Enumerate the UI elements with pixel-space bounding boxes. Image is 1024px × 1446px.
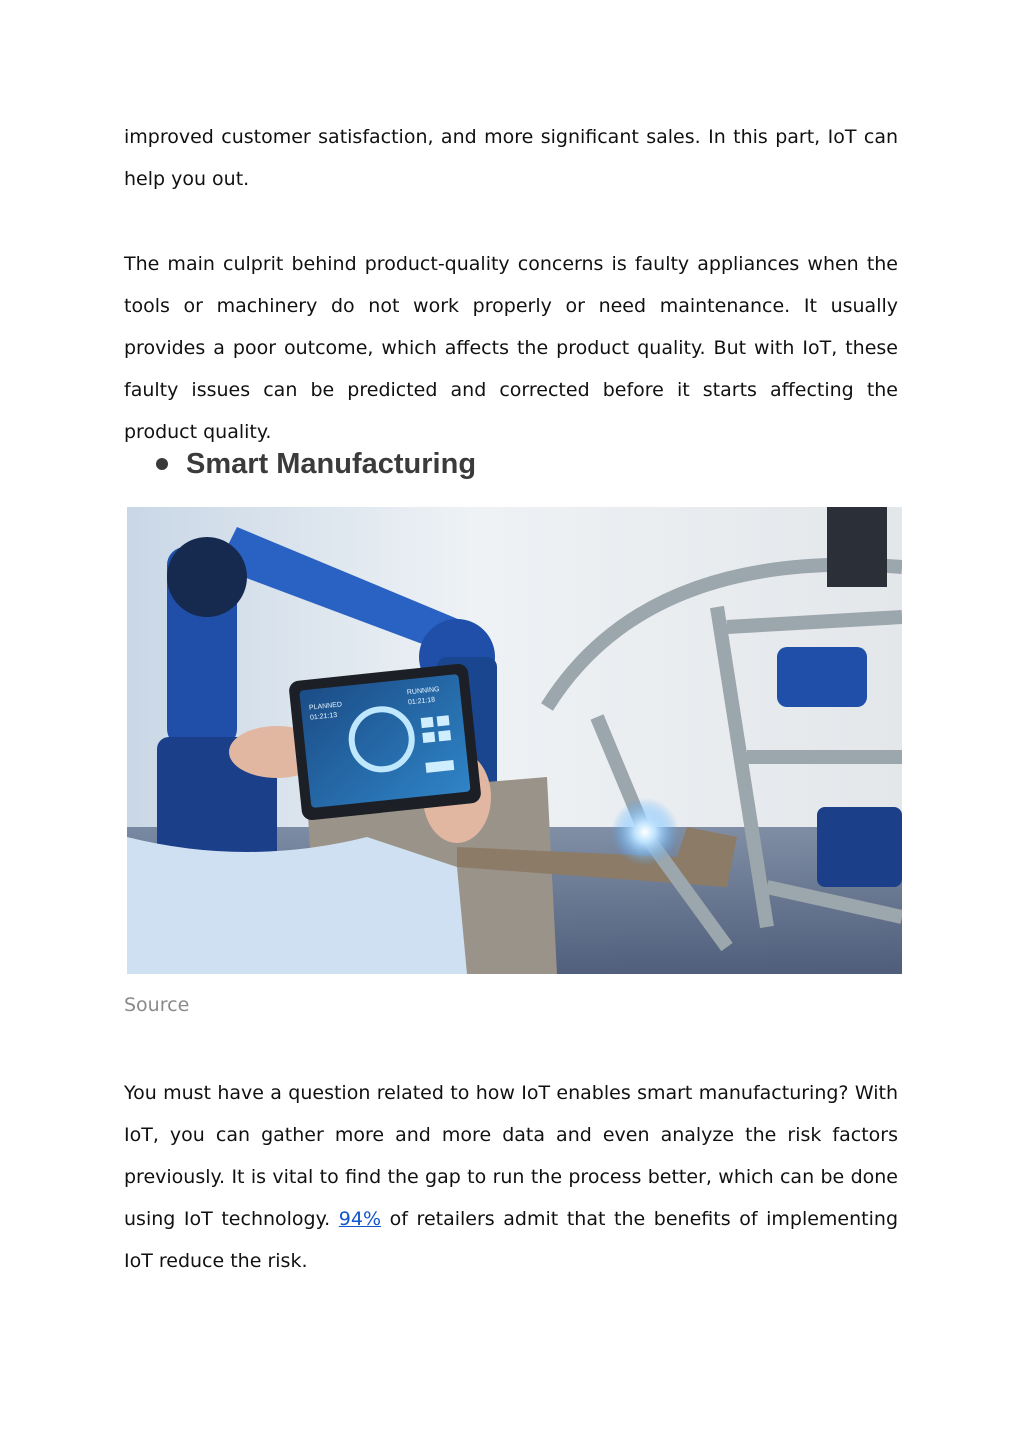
paragraph-text-after-link: of retailers admit that the benefits of implementing IoT reduce the risk. (124, 1208, 898, 1272)
smart-manufacturing-photo (127, 507, 902, 974)
tablet-label-running: RUNNING (406, 686, 440, 697)
tablet-value-planned: 01:21:13 (309, 711, 338, 722)
intro-paragraph: improved customer satisfaction, and more significant sales. In this part, IoT can help you out. (124, 126, 898, 190)
smart-manufacturing-paragraph (124, 1072, 898, 1282)
tablet-value-running: 01:21:18 (407, 696, 436, 707)
weld-spark (611, 798, 679, 866)
bullet-dot-icon (156, 458, 168, 470)
section-heading: Smart Manufacturing (186, 447, 477, 480)
figure-caption: Source (124, 994, 190, 1016)
statistic-link[interactable]: 94% (338, 1208, 382, 1230)
tablet-device (288, 663, 482, 821)
tablet-label-planned: PLANNED (308, 701, 343, 712)
paragraph-text-before-link: You must have a question related to how IoT enables smart manufacturing? With IoT, you can gather more and more data and even analyze the risk factors previously. It is vital to find the gap to run the process better, which can be done using IoT technology. (124, 1082, 898, 1230)
worker-sleeve (127, 837, 467, 974)
section-bullet (156, 444, 476, 484)
product-quality-paragraph: The main culprit behind product-quality concerns is faulty appliances when the tools or machinery do not work properly or need maintenance. It usually provides a poor outcome, which affects the product quality. But with IoT, these faulty issues can be predicted and corrected before it starts affecting the product quality. (124, 253, 898, 443)
